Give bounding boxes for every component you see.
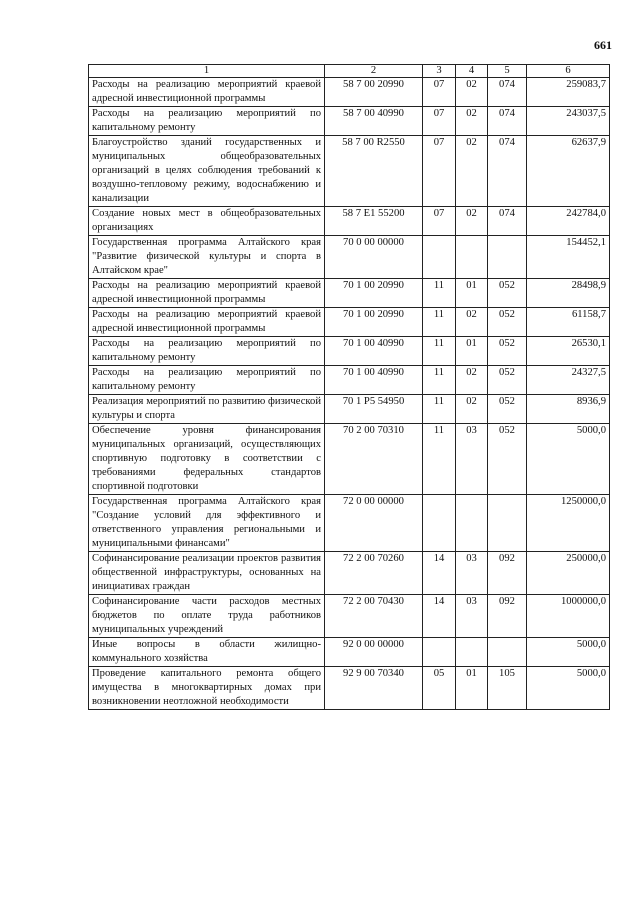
cell-section: 11 (423, 308, 456, 337)
cell-amount: 62637,9 (527, 136, 610, 207)
cell-subsection: 01 (456, 667, 488, 710)
cell-subsection: 01 (456, 337, 488, 366)
cell-expense-type (488, 638, 527, 667)
cell-subsection: 02 (456, 308, 488, 337)
table-row (89, 207, 610, 236)
cell-code: 70 1 P5 54950 (325, 395, 423, 424)
table-body (89, 78, 610, 710)
cell-name: Расходы на реализацию мероприятий краевой адресной инвестиционной программы (89, 78, 325, 107)
cell-subsection: 01 (456, 279, 488, 308)
cell-section (423, 495, 456, 552)
cell-code: 58 7 E1 55200 (325, 207, 423, 236)
cell-amount: 8936,9 (527, 395, 610, 424)
cell-name: Благоустройство зданий государственных и муниципальных общеобразовательных организаций в целях соблюдения требований к воздушно-тепловому режиму, водоснабжению и канализации (89, 136, 325, 207)
cell-name: Проведение капитального ремонта общего имущества в многоквартирных домах при возникновении неотложной необходимости (89, 667, 325, 710)
cell-expense-type: 092 (488, 595, 527, 638)
cell-code: 70 0 00 00000 (325, 236, 423, 279)
cell-amount: 5000,0 (527, 638, 610, 667)
cell-expense-type: 052 (488, 395, 527, 424)
cell-name: Иные вопросы в области жилищно-коммунального хозяйства (89, 638, 325, 667)
cell-amount: 250000,0 (527, 552, 610, 595)
cell-code: 58 7 00 R2550 (325, 136, 423, 207)
table-row (89, 107, 610, 136)
cell-expense-type: 074 (488, 207, 527, 236)
cell-section: 14 (423, 595, 456, 638)
cell-subsection (456, 495, 488, 552)
column-header: 2 (325, 65, 423, 78)
cell-expense-type (488, 495, 527, 552)
table-row (89, 366, 610, 395)
cell-subsection: 02 (456, 207, 488, 236)
cell-expense-type: 074 (488, 107, 527, 136)
cell-amount: 5000,0 (527, 667, 610, 710)
cell-amount: 154452,1 (527, 236, 610, 279)
cell-code: 92 0 00 00000 (325, 638, 423, 667)
cell-expense-type (488, 236, 527, 279)
cell-code: 70 1 00 20990 (325, 308, 423, 337)
cell-name: Софинансирование реализации проектов развития общественной инфраструктуры, основанных на инициативах граждан (89, 552, 325, 595)
cell-section: 11 (423, 395, 456, 424)
cell-expense-type: 074 (488, 136, 527, 207)
cell-amount: 61158,7 (527, 308, 610, 337)
cell-code: 58 7 00 20990 (325, 78, 423, 107)
cell-code: 70 1 00 40990 (325, 337, 423, 366)
cell-code: 70 1 00 20990 (325, 279, 423, 308)
cell-section: 07 (423, 78, 456, 107)
cell-code: 72 2 00 70430 (325, 595, 423, 638)
cell-subsection: 02 (456, 107, 488, 136)
cell-amount: 1250000,0 (527, 495, 610, 552)
table-row (89, 308, 610, 337)
cell-subsection: 03 (456, 552, 488, 595)
table-row (89, 78, 610, 107)
cell-expense-type: 052 (488, 337, 527, 366)
cell-section: 07 (423, 207, 456, 236)
cell-code: 70 1 00 40990 (325, 366, 423, 395)
cell-expense-type: 052 (488, 279, 527, 308)
column-header: 6 (527, 65, 610, 78)
cell-name: Реализация мероприятий по развитию физической культуры и спорта (89, 395, 325, 424)
cell-expense-type: 052 (488, 366, 527, 395)
cell-section: 11 (423, 424, 456, 495)
cell-expense-type: 074 (488, 78, 527, 107)
cell-name: Обеспечение уровня финансирования муниципальных организаций, осуществляющих спортивную подготовку в соответствии с требованиями федеральных стандартов спортивной подготовки (89, 424, 325, 495)
cell-amount: 1000000,0 (527, 595, 610, 638)
cell-name: Расходы на реализацию мероприятий по капитальному ремонту (89, 366, 325, 395)
column-header: 5 (488, 65, 527, 78)
table-row (89, 595, 610, 638)
cell-name: Расходы на реализацию мероприятий по капитальному ремонту (89, 337, 325, 366)
table-row (89, 279, 610, 308)
cell-section: 07 (423, 107, 456, 136)
cell-subsection: 02 (456, 366, 488, 395)
table-row (89, 424, 610, 495)
cell-amount: 242784,0 (527, 207, 610, 236)
cell-subsection (456, 638, 488, 667)
cell-code: 70 2 00 70310 (325, 424, 423, 495)
cell-section: 14 (423, 552, 456, 595)
cell-name: Расходы на реализацию мероприятий по капитальному ремонту (89, 107, 325, 136)
cell-subsection: 03 (456, 424, 488, 495)
cell-section: 07 (423, 136, 456, 207)
table-header-row (89, 65, 610, 78)
cell-subsection: 03 (456, 595, 488, 638)
table-row (89, 667, 610, 710)
budget-table (88, 64, 610, 710)
cell-subsection: 02 (456, 136, 488, 207)
cell-code: 58 7 00 40990 (325, 107, 423, 136)
cell-amount: 5000,0 (527, 424, 610, 495)
cell-subsection: 02 (456, 78, 488, 107)
cell-subsection (456, 236, 488, 279)
cell-name: Расходы на реализацию мероприятий краевой адресной инвестиционной программы (89, 308, 325, 337)
cell-subsection: 02 (456, 395, 488, 424)
table-row (89, 395, 610, 424)
column-header: 1 (89, 65, 325, 78)
cell-expense-type: 105 (488, 667, 527, 710)
cell-expense-type: 052 (488, 424, 527, 495)
cell-amount: 24327,5 (527, 366, 610, 395)
cell-code: 92 9 00 70340 (325, 667, 423, 710)
cell-code: 72 2 00 70260 (325, 552, 423, 595)
table-row (89, 236, 610, 279)
table-row (89, 552, 610, 595)
table-row (89, 495, 610, 552)
table-row (89, 638, 610, 667)
cell-expense-type: 092 (488, 552, 527, 595)
cell-name: Софинансирование части расходов местных бюджетов по оплате труда работников муниципальных учреждений (89, 595, 325, 638)
cell-expense-type: 052 (488, 308, 527, 337)
column-header: 4 (456, 65, 488, 78)
cell-name: Создание новых мест в общеобразовательных организациях (89, 207, 325, 236)
cell-name: Государственная программа Алтайского края "Создание условий для эффективного и ответственного управления региональными и муниципальными финансами" (89, 495, 325, 552)
cell-amount: 259083,7 (527, 78, 610, 107)
cell-section (423, 236, 456, 279)
cell-section: 11 (423, 279, 456, 308)
cell-section: 11 (423, 337, 456, 366)
cell-name: Государственная программа Алтайского края "Развитие физической культуры и спорта в Алтайском крае" (89, 236, 325, 279)
column-header: 3 (423, 65, 456, 78)
cell-section: 05 (423, 667, 456, 710)
cell-name: Расходы на реализацию мероприятий краевой адресной инвестиционной программы (89, 279, 325, 308)
cell-amount: 26530,1 (527, 337, 610, 366)
cell-section: 11 (423, 366, 456, 395)
page-number: 661 (594, 38, 612, 52)
table-row (89, 136, 610, 207)
cell-amount: 243037,5 (527, 107, 610, 136)
table-row (89, 337, 610, 366)
cell-code: 72 0 00 00000 (325, 495, 423, 552)
cell-amount: 28498,9 (527, 279, 610, 308)
cell-section (423, 638, 456, 667)
